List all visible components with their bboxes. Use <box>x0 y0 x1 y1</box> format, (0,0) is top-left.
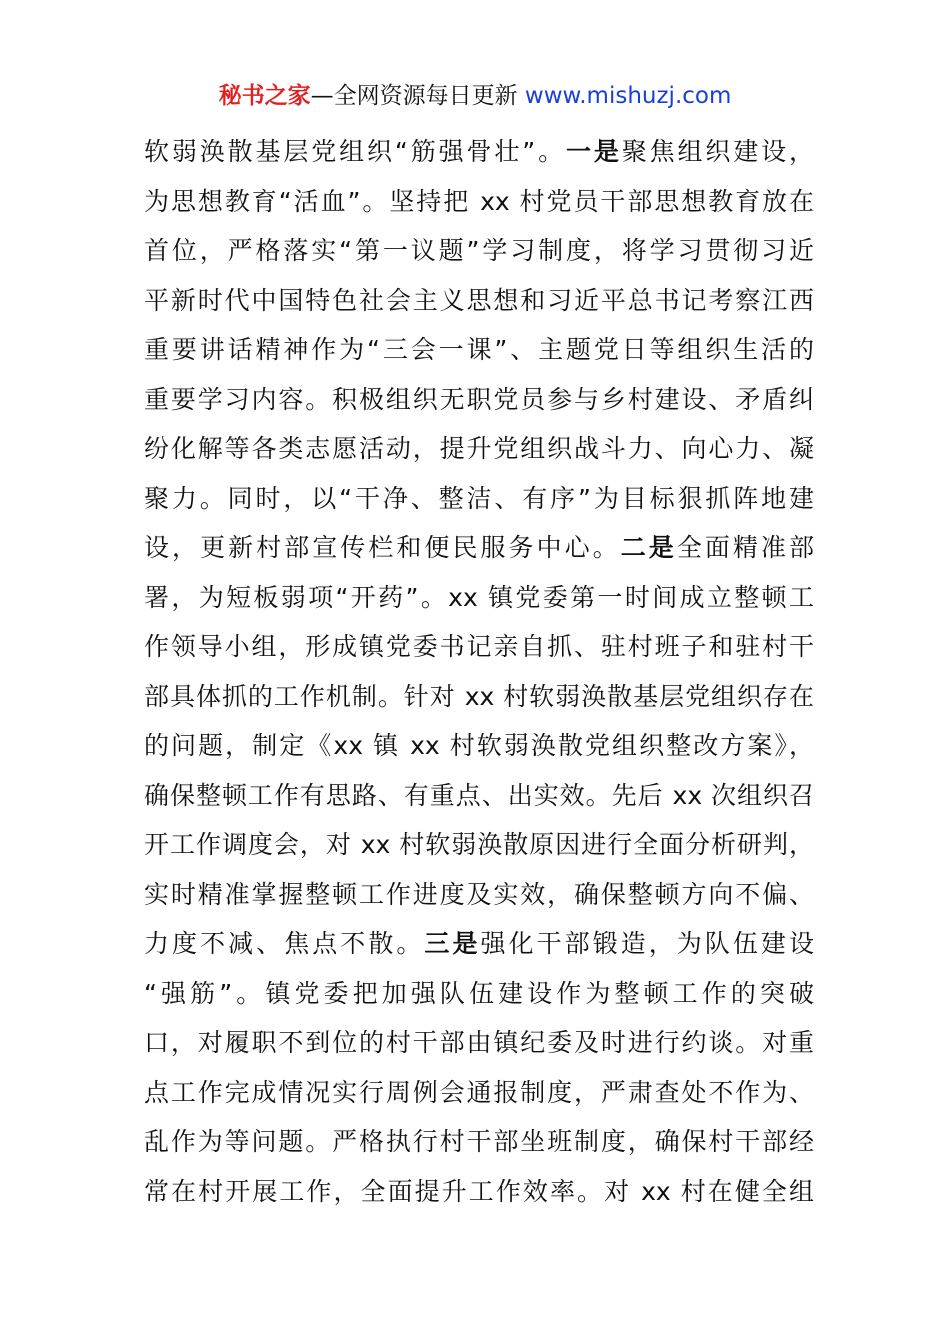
text-line <box>144 226 814 276</box>
text-run: 设，更新村部宣传栏和便民服务中心。 <box>144 533 621 562</box>
text-run: 的问题，制定《xx 镇 xx 村软弱涣散党组织整改方案》， <box>144 731 814 760</box>
header-tagline: —全网资源每日更新 <box>310 83 525 109</box>
text-run: 软弱涣散基层党组织“筋强骨壮”。 <box>144 137 566 166</box>
text-line <box>144 177 814 227</box>
text-line <box>144 1167 814 1217</box>
text-line <box>144 523 814 573</box>
text-line <box>144 573 814 623</box>
text-run: “强筋”。镇党委把加强队伍建设作为整顿工作的突破 <box>144 978 814 1008</box>
text-line <box>144 1068 814 1118</box>
text-line <box>144 1018 814 1068</box>
text-line <box>144 375 814 425</box>
bold-keyword: 二是 <box>620 533 677 562</box>
text-run: 开工作调度会，对 xx 村软弱涣散原因进行全面分析研判， <box>144 830 814 859</box>
text-run: 强化干部锻造，为队伍建设 <box>480 929 814 958</box>
text-run: 为思想教育“活血”。坚持把 xx 村党员干部思想教育放在 <box>144 186 814 216</box>
text-run: 署，为短板弱项“开药”。xx 镇党委第一时间成立整顿工 <box>144 582 814 612</box>
text-run: 实时精准掌握整顿工作进度及实效，确保整顿方向不偏、 <box>144 879 814 909</box>
text-run: 纷化解等各类志愿活动，提升党组织战斗力、向心力、凝 <box>144 434 814 463</box>
text-run: 重要学习内容。积极组织无职党员参与乡村建设、矛盾纠 <box>144 384 814 414</box>
text-line <box>144 1117 814 1167</box>
text-run: 点工作完成情况实行周例会通报制度，严肃查处不作为、 <box>144 1077 814 1107</box>
brand-name: 秘书之家 <box>218 83 311 109</box>
bold-keyword: 三是 <box>424 929 481 958</box>
text-line <box>144 969 814 1019</box>
text-run: 常在村开展工作，全面提升工作效率。对 xx 村在健全组 <box>144 1176 814 1206</box>
text-line <box>144 622 814 672</box>
document-body <box>144 127 814 1216</box>
site-header <box>0 80 950 112</box>
text-run: 口，对履职不到位的村干部由镇纪委及时进行约谈。对重 <box>144 1028 814 1057</box>
text-run: 作领导小组，形成镇党委书记亲自抓、驻村班子和驻村干 <box>144 632 814 661</box>
text-line <box>144 771 814 821</box>
text-line <box>144 127 814 177</box>
text-line <box>144 919 814 969</box>
text-run: 重要讲话精神作为“三会一课”、主题党日等组织生活的 <box>144 335 814 364</box>
text-run: 确保整顿工作有思路、有重点、出实效。先后 xx 次组织召 <box>144 780 814 810</box>
text-run: 全面精准部 <box>676 533 814 562</box>
text-run: 首位，严格落实“第一议题”学习制度，将学习贯彻习近 <box>144 236 814 265</box>
text-run: 乱作为等问题。严格执行村干部坐班制度，确保村干部经 <box>144 1127 814 1156</box>
text-run: 平新时代中国特色社会主义思想和习近平总书记考察江西 <box>144 285 814 315</box>
site-url[interactable]: www.mishuzj.com <box>524 83 732 109</box>
text-line <box>144 820 814 870</box>
text-run: 聚力。同时，以“干净、整洁、有序”为目标狠抓阵地建 <box>144 483 814 513</box>
bold-keyword: 一是 <box>565 137 622 166</box>
text-line <box>144 870 814 920</box>
text-run: 力度不减、焦点不散。 <box>144 929 425 958</box>
text-line <box>144 474 814 524</box>
text-line <box>144 721 814 771</box>
text-line <box>144 672 814 722</box>
text-run: 聚焦组织建设， <box>621 137 814 166</box>
text-line <box>144 325 814 375</box>
text-line <box>144 424 814 474</box>
text-line <box>144 276 814 326</box>
text-run: 部具体抓的工作机制。针对 xx 村软弱涣散基层党组织存在 <box>144 681 814 711</box>
